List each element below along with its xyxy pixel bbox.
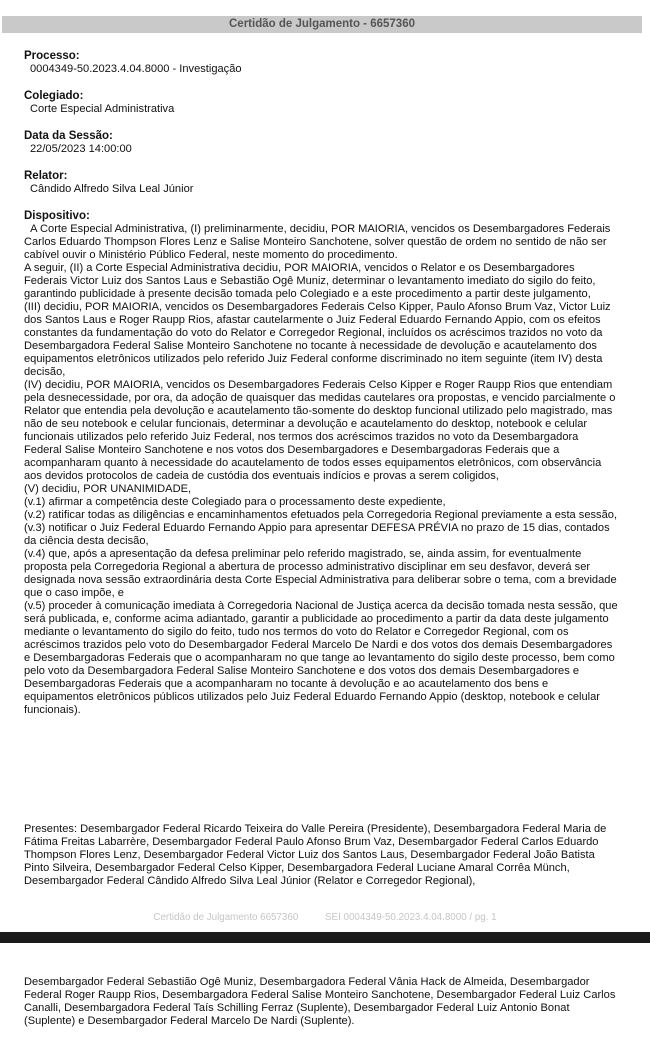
footer-certificate-ref: Certidão de Julgamento 6657360 bbox=[153, 912, 299, 923]
certificate-body bbox=[24, 50, 618, 731]
page-footer bbox=[0, 912, 650, 924]
dispositivo-paragraph: (v.1) afirmar a competência deste Colegiado para o processamento deste expediente, bbox=[24, 496, 446, 508]
sessao-label: Data da Sessão: bbox=[24, 130, 113, 142]
dispositivo-paragraph: A Corte Especial Administrativa, (I) preliminarmente, decidiu, POR MAIORIA, vencidos os Desembargadores Federais Carlos Eduardo Thompson Flores Lenz e Salise Monteiro Sanchotene, solver questão de ordem no sentido de não ser cabível ouvir o Ministério Público Federal, neste momento do procedimento. bbox=[24, 223, 611, 261]
dispositivo-paragraph: (V) decidiu, POR UNANIMIDADE, bbox=[24, 483, 192, 495]
footer-sei-ref: SEI 0004349-50.2023.4.04.8000 / pg. 1 bbox=[325, 912, 497, 923]
dispositivo-label: Dispositivo: bbox=[24, 210, 90, 222]
processo-value: 0004349-50.2023.4.04.8000 - Investigação bbox=[30, 63, 242, 75]
dispositivo-paragraph: A seguir, (II) a Corte Especial Administrativa decidiu, POR MAIORIA, vencidos o Relator e os Desembargadores Federais Victor Luiz dos Santos Laus e Sebastião Ogê Muniz, determinar o levantamento imediato do sigilo do feito, garantindo publicidade à presente decisão tomada pelo Colegiado e a este procedimento a partir deste julgamento, bbox=[24, 262, 596, 300]
relator-label: Relator: bbox=[24, 170, 68, 182]
presentes-list: Presentes: Desembargador Federal Ricardo Teixeira do Valle Pereira (Presidente), Desembargadora Federal Maria de Fátima Freitas Labarrère, Desembargador Federal Paulo Afonso Brum Vaz, Desembargador Federal Carlos Eduardo Thompson Flores Lenz, Desembargador Federal Victor Luiz dos Santos Laus, Desembargador Federal João Batista Pinto Silveira, Desembargador Federal Celso Kipper, Desembargadora Federal Luciane Amaral Corrêa Münch, Desembargador Federal Cândido Alfredo Silva Leal Júnior (Relator e Corregedor Regional), bbox=[24, 823, 607, 887]
dispositivo-paragraph: (III) decidiu, POR MAIORIA, vencidos os Desembargadores Federais Celso Kipper, Paulo Afonso Brum Vaz, Victor Luiz dos Santos Laus e Roger Raupp Rios, afastar cautelarmente o Juiz Federal Eduardo Fernando Appio, com os efeitos constantes da fundamentação do voto do Relator e Corregedor Regional, incluídos os acréscimos trazidos no voto da Desembargadora Federal Salise Monteiro Sanchotene no tocante à necessidade de devolução e acautelamento dos equipamentos eletrônicos utilizados pelo referido Juiz Federal conforme discriminado no item seguinte (item IV) desta decisão, bbox=[24, 301, 611, 378]
colegiado-label: Colegiado: bbox=[24, 90, 84, 102]
dispositivo-field bbox=[24, 210, 618, 717]
dispositivo-paragraph: (v.4) que, após a apresentação da defesa preliminar pelo referido magistrado, se, ainda assim, for eventualmente proposta pela Corregedoria Regional a abertura de processo administrativo disciplinar em seu desfavor, deverá ser designada nova sessão extraordinária desta Corte Especial Administrativa para deliberar sobre o tema, com a brevidade que o caso impõe, e bbox=[24, 548, 617, 599]
processo-label: Processo: bbox=[24, 50, 80, 62]
relator-field bbox=[24, 170, 618, 196]
page2-continuation: Desembargador Federal Sebastião Ogê Muniz, Desembargadora Federal Vânia Hack de Almeida, Desembargador Federal Roger Raupp Rios, Desembargadora Federal Salise Monteiro Sanchotene, Desembargador Federal Luiz Carlos Canalli, Desembargadora Federal Taís Schilling Ferraz (Suplente), Desembargador Federal Luiz Antonio Bonat (Suplente) e Desembargador Federal Marcelo De Nardi (Suplente). bbox=[24, 976, 616, 1027]
sessao-field bbox=[24, 130, 618, 156]
page-break-divider bbox=[0, 932, 650, 943]
relator-value: Cândido Alfredo Silva Leal Júnior bbox=[30, 183, 194, 195]
dispositivo-text bbox=[24, 223, 618, 717]
dispositivo-paragraph: (v.3) notificar o Juiz Federal Eduardo Fernando Appio para apresentar DEFESA PRÉVIA no prazo de 15 dias, contados da ciência desta decisão, bbox=[24, 522, 610, 547]
colegiado-value: Corte Especial Administrativa bbox=[30, 103, 175, 115]
processo-field bbox=[24, 50, 618, 76]
dispositivo-paragraph: (v.2) ratificar todas as diligências e encaminhamentos efetuados pela Corregedoria Regional previamente a esta sessão, bbox=[24, 509, 618, 521]
sessao-value: 22/05/2023 14:00:00 bbox=[30, 143, 132, 155]
colegiado-field bbox=[24, 90, 618, 116]
certificate-title: Certidão de Julgamento - 6657360 bbox=[2, 16, 642, 33]
dispositivo-paragraph: (v.5) proceder à comunicação imediata à Corregedoria Nacional de Justiça acerca da decisão tomada nesta sessão, que será publicada, e, conforme acima adiantado, garantir a publicidade ao procedimento a partir da data deste julgamento mediante o levantamento do sigilo do feito, tudo nos termos do voto do Relator e Corregedor Regional, com os acréscimos trazidos pelo voto do Desembargador Federal Marcelo De Nardi e dos votos dos demais Desembargadores e Desembargadoras Federais que o acompanharam no que tange ao levantamento do sigilo deste processo, bem como pelo voto da Desembargadora Federal Salise Monteiro Sanchotene e dos votos dos demais Desembargadores e Desembargadoras Federais que a acompanharam no tocante à devolução e ao acautelamento dos bens e equipamentos eletrônicos públicos utilizados pelo Juiz Federal Eduardo Fernando Appio (desktop, notebook e celular funcionais). bbox=[24, 600, 618, 716]
dispositivo-paragraph: (IV) decidiu, POR MAIORIA, vencidos os Desembargadores Federais Celso Kipper e Roger Raupp Rios que entendiam pela desnecessidade, por ora, da adoção de quaisquer das medidas cautelares ora propostas, e vencido parcialmente o Relator que entendia pela devolução e acautelamento tão-somente do desktop funcional utilizado pelo magistrado, mas não de seu notebook e celular funcionais, determinar a devolução e acautelamento do desktop, notebook e celular funcionais utilizados pelo referido Juiz Federal, nos termos dos acréscimos trazidos no voto da Desembargadora Federal Salise Monteiro Sanchotene e nos votos dos Desembargadores e Desembargadoras Federais que a acompanharam quanto à necessidade do acautelamento de todos esses equipamentos eletrônicos, com observância aos devidos protocolos de cadeia de custódia dos eventuais indícios e provas a serem coligidos, bbox=[24, 379, 616, 482]
